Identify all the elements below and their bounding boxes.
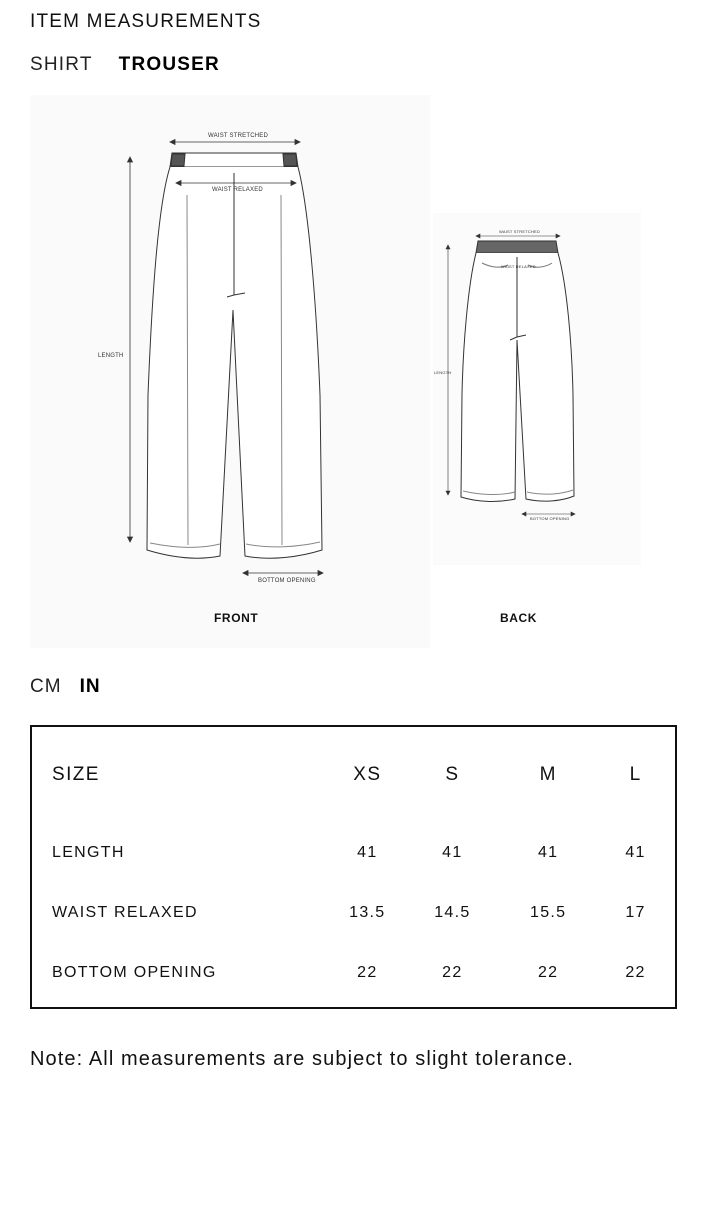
table-row xyxy=(32,943,675,1003)
size-l-header: L xyxy=(629,764,642,785)
table-cell: 22 xyxy=(625,964,646,981)
table-cell: 41 xyxy=(625,844,646,861)
front-view-label: FRONT xyxy=(214,611,259,625)
page-title: ITEM MEASUREMENTS xyxy=(30,11,262,32)
row-label-length: LENGTH xyxy=(52,844,125,861)
unit-toggle xyxy=(30,676,101,698)
unit-in[interactable]: IN xyxy=(79,676,101,697)
tab-shirt[interactable]: SHIRT xyxy=(30,54,93,75)
size-xs-header: XS xyxy=(353,764,382,785)
table-cell: 22 xyxy=(537,964,559,981)
size-header: SIZE xyxy=(52,764,100,785)
trouser-measurement-diagram xyxy=(30,95,642,648)
table-cell: 41 xyxy=(537,844,559,861)
table-row xyxy=(32,823,675,883)
size-s-header: S xyxy=(445,764,460,785)
front-length-label: LENGTH xyxy=(98,353,124,359)
size-chart xyxy=(30,725,677,1009)
row-label-waist-relaxed: WAIST RELAXED xyxy=(52,904,198,921)
back-waist-relaxed-label: WAIST RELAXED xyxy=(501,264,536,269)
table-cell: 14.5 xyxy=(434,904,471,921)
front-waist-stretched-label: WAIST STRETCHED xyxy=(208,133,269,139)
front-waist-relaxed-label: WAIST RELAXED xyxy=(212,187,263,193)
unit-cm[interactable]: CM xyxy=(30,676,62,697)
table-cell: 15.5 xyxy=(530,904,567,921)
front-bottom-opening-label: BOTTOM OPENING xyxy=(258,578,316,584)
back-length-label: LENGTH xyxy=(434,370,452,375)
size-m-header: M xyxy=(539,764,557,785)
back-waist-stretched-label: WAIST STRETCHED xyxy=(499,229,541,234)
row-label-bottom-opening: BOTTOM OPENING xyxy=(52,964,217,981)
table-header-row xyxy=(32,727,675,823)
size-table xyxy=(32,727,675,1003)
table-row xyxy=(32,883,675,943)
tolerance-note: Note: All measurements are subject to slight tolerance. xyxy=(30,1048,575,1070)
table-cell: 17 xyxy=(625,904,646,921)
table-cell: 41 xyxy=(357,844,378,861)
table-cell: 13.5 xyxy=(349,904,386,921)
tab-trouser[interactable]: TROUSER xyxy=(118,54,220,75)
back-bottom-opening-label: BOTTOM OPENING xyxy=(530,516,570,521)
table-cell: 22 xyxy=(442,964,463,981)
garment-tabs xyxy=(30,54,220,76)
table-cell: 22 xyxy=(357,964,378,981)
back-view-label: BACK xyxy=(500,611,538,625)
table-cell: 41 xyxy=(442,844,463,861)
